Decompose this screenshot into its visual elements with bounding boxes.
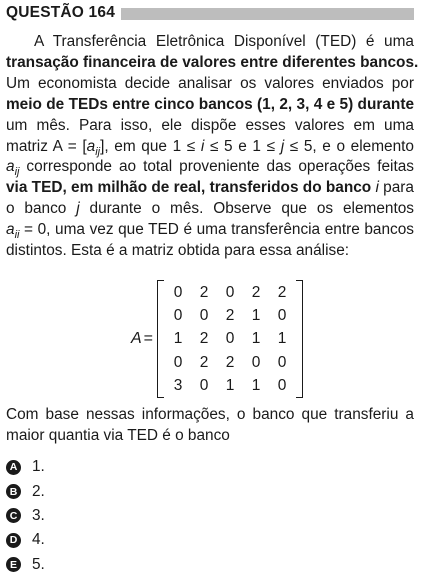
option-e[interactable] (6, 553, 45, 577)
option-d[interactable] (6, 528, 45, 552)
intro-line-9: o banco j durante o mês. Observe que os elementos (6, 200, 415, 218)
matrix-cell: 1 (225, 377, 235, 395)
option-letter-badge: B (6, 484, 21, 499)
intro-line-4: meio de TEDs entre cinco bancos (1, 2, 3, 4 e 5) durante (6, 95, 414, 113)
intro-line-5: um mês. Para isso, ele dispõe esses valores em uma (6, 116, 414, 134)
matrix-left-bracket (157, 280, 164, 398)
option-c[interactable] (6, 504, 45, 528)
intro-line-10: $a_{ii} = 0$, uma vez que TED é uma transferência entre bancos (6, 221, 414, 242)
option-value: 5. (32, 555, 45, 573)
header-bar (121, 8, 414, 20)
matrix-cell: 2 (199, 353, 209, 371)
matrix-cell: 0 (199, 306, 209, 324)
matrix-cell: 0 (251, 353, 261, 371)
intro-line-2: transação financeira de valores entre diferentes bancos. (6, 53, 419, 71)
matrix (131, 280, 303, 398)
option-b[interactable] (6, 479, 45, 503)
matrix-right-bracket (296, 280, 303, 398)
intro-line-8: via TED, em milhão de real, transferidos do banco i para (6, 179, 414, 197)
question-prompt (6, 405, 414, 447)
option-letter-badge: C (6, 508, 21, 523)
matrix-cell: 2 (277, 283, 287, 301)
matrix-cell: 1 (251, 377, 261, 395)
intro-line-7: $a_{ij}$ corresponde ao total proveniente das operações feitas (6, 158, 414, 179)
matrix-cell: 1 (251, 330, 261, 348)
matrix-cell: 1 (251, 306, 261, 324)
question-header (6, 4, 414, 22)
prompt-line-1: Com base nessas informações, o banco que transferiu a (6, 406, 414, 423)
matrix-cell: 2 (199, 283, 209, 301)
matrix-cell: 0 (199, 377, 209, 395)
matrix-cell: 0 (225, 283, 235, 301)
matrix-cell: 2 (199, 330, 209, 348)
matrix-cell: 0 (225, 330, 235, 348)
matrix-cell: 1 (277, 330, 287, 348)
matrix-cell: 0 (173, 283, 183, 301)
intro-line-1: A Transferência Eletrônica Disponível (TED) é uma (34, 33, 414, 50)
option-value: 3. (32, 506, 45, 524)
matrix-label: A (131, 330, 142, 347)
prompt-line-2: maior quantia via TED é o banco (6, 426, 230, 444)
option-value: 2. (32, 482, 45, 500)
intro-line-11: distintos. Esta é a matriz obtida para essa análise: (6, 242, 350, 260)
option-value: 4. (32, 531, 45, 549)
option-letter-badge: D (6, 533, 21, 548)
matrix-cell: 1 (173, 330, 183, 348)
option-letter-badge: A (6, 460, 21, 475)
option-a[interactable] (6, 455, 45, 479)
matrix-cell: 2 (251, 283, 261, 301)
matrix-cell: 0 (277, 353, 287, 371)
intro-line-6: matriz $A = [a_{ij}]$, em que 1 ≤ i ≤ 5 e 1 ≤ j ≤ 5, e o elemento (6, 137, 414, 158)
matrix-cell: 3 (173, 377, 183, 395)
answer-options (6, 455, 45, 577)
matrix-cell: 0 (173, 306, 183, 324)
intro-line-3: Um economista decide analisar os valores enviados por (6, 74, 414, 92)
matrix-cell: 0 (173, 353, 183, 371)
matrix-cell: 0 (277, 306, 287, 324)
question-number: QUESTÃO 164 (6, 4, 116, 21)
option-letter-badge: E (6, 557, 21, 572)
matrix-grid (164, 281, 296, 398)
question-intro (6, 32, 419, 262)
matrix-cell: 2 (225, 353, 235, 371)
matrix-equals-sign: = (143, 330, 154, 347)
option-value: 1. (32, 458, 45, 476)
matrix-cell: 2 (225, 306, 235, 324)
matrix-cell: 0 (277, 377, 287, 395)
